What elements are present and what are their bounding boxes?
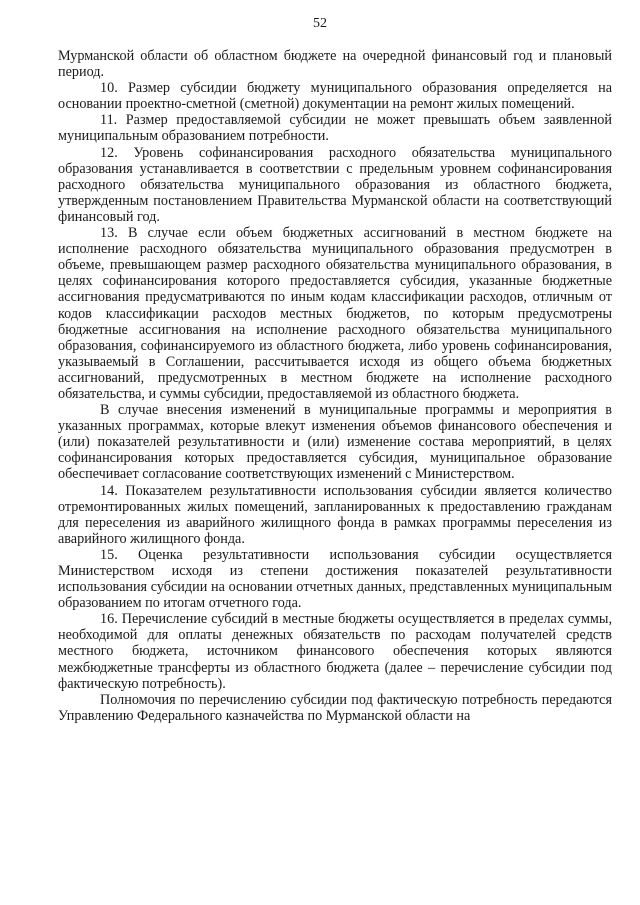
paragraph-powers: Полномочия по перечислению субсидии под фактическую потребность передаются Управлению Федерального казначейства по Мурманской области на — [58, 691, 612, 724]
document-body — [58, 48, 612, 724]
paragraph-14: 14. Показателем результативности использования субсидии является количество отремонтированных жилых помещений, запланированных к предоставлению гражданам для переселения из аварийного жилищного фонда в рамках программы переселения из аварийного жилищного фонда. — [58, 482, 612, 547]
paragraph-13: 13. В случае если объем бюджетных ассигнований в местном бюджете на исполнение расходного обязательства муниципального образования предусмотрен в объеме, превышающем размер расходного обязательства муниципального образования, в целях софинансирования которого предоставляется субсидия, указанные бюджетные ассигнования предусматриваются по иным кодам классификации расходов, отличным от кодов классификации расходов местных бюджетов, по которым предусмотрены бюджетные ассигнования на исполнение расходного обязательства муниципального образования, софинансируемого из областного бюджета, либо уровень софинансирования, указываемый в Соглашении, рассчитывается исходя из общего объема бюджетных ассигнований, предусмотренных в местном бюджете на исполнение расходного обязательства, и суммы субсидии, предоставляемой из областного бюджета. — [58, 225, 612, 402]
paragraph-15: 15. Оценка результативности использования субсидии осуществляется Министерством исходя из степени достижения показателей результативности использования субсидии на основании отчетных данных, представленных муниципальным образованием по итогам отчетного года. — [58, 546, 612, 612]
paragraph-11: 11. Размер предоставляемой субсидии не может превышать объем заявленной муниципальным образованием потребности. — [58, 112, 612, 145]
paragraph-13-amendments: В случае внесения изменений в муниципальные программы и мероприятия в указанных программах, которые влекут изменения объемов финансового обеспечения и (или) показателей результативности и (или) изменение состава мероприятий, в целях софинансирования которых предоставляется субсидия, муниципальное образование обеспечивает согласование соответствующих изменений с Министерством. — [58, 402, 612, 483]
paragraph-continuation: Мурманской области об областном бюджете на очередной финансовый год и плановый период. — [58, 48, 612, 81]
paragraph-10: 10. Размер субсидии бюджету муниципального образования определяется на основании проектно-сметной (сметной) документации на ремонт жилых помещений. — [58, 80, 612, 113]
page-number: 52 — [313, 16, 327, 31]
paragraph-16: 16. Перечисление субсидий в местные бюджеты осуществляется в пределах суммы, необходимой для оплаты денежных обязательств по расходам получателей средств местного бюджета, источником финансового обеспечения которых являются межбюджетные трансферты из областного бюджета (далее – перечисление субсидии под фактическую потребность). — [58, 611, 612, 692]
paragraph-12: 12. Уровень софинансирования расходного обязательства муниципального образования устанавливается в соответствии с предельным уровнем софинансирования расходного обязательства муниципального образования из областного бюджета, утвержденным постановлением Правительства Мурманской области на соответствующий финансовый год. — [58, 144, 612, 225]
